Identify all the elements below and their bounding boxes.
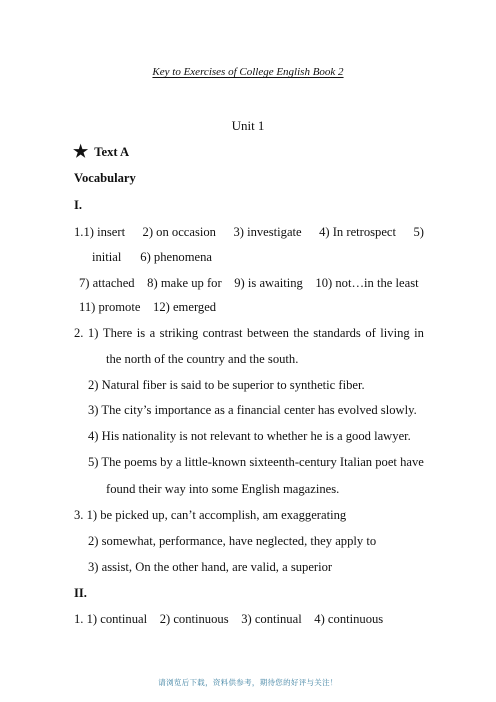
q1-item: 5): [413, 225, 424, 239]
q1-row-3: 7) attached 8) make up for 9) is awaiting 10) not…in the least: [79, 276, 419, 290]
q1-row-4: 11) promote 12) emerged: [79, 300, 217, 314]
q2-sentence-3: 3) The city’s importance as a financial center has evolved slowly.: [88, 403, 417, 417]
q2-sentence-5-continued: found their way into some English magazines.: [106, 482, 340, 496]
q2-word: the: [293, 326, 309, 340]
q2-word: in: [414, 326, 424, 340]
q1-row-2: initial 6) phenomena: [92, 250, 212, 264]
q1-item: 4) In retrospect: [319, 225, 397, 239]
q2-word: striking: [159, 326, 199, 340]
q2-word: living: [380, 326, 410, 340]
q2-word: 1): [87, 326, 99, 340]
document-header: Key to Exercises of College English Book 2: [152, 66, 344, 78]
section-label: Text A: [94, 145, 130, 159]
q1-row-1: [74, 224, 424, 240]
q3-sentence-1: 3. 1) be picked up, can’t accomplish, am exaggerating: [74, 508, 347, 522]
star-icon: ★: [73, 142, 89, 161]
q3-sentence-3: 3) assist, On the other hand, are valid, a superior: [88, 560, 333, 574]
q1-item: 2) on occasion: [142, 225, 216, 239]
q1-item: 3) investigate: [233, 225, 302, 239]
part-two-q1: 1. 1) continual 2) continuous 3) continual 4) continuous: [74, 612, 384, 626]
download-footer-note: 请浏览后下载，资料供参考，期待您的好评与关注！: [158, 678, 338, 687]
part-two-heading: II.: [74, 586, 87, 600]
q2-word: of: [365, 326, 376, 340]
part-one-heading: I.: [74, 198, 83, 212]
q2-word: a: [149, 326, 156, 340]
q3-sentence-2: 2) somewhat, performance, have neglected, they apply to: [88, 534, 377, 548]
q2-row-1-continued: the north of the country and the south.: [106, 352, 299, 366]
q2-sentence-5: 5) The poems by a little-known sixteenth-century Italian poet have: [88, 455, 424, 469]
unit-title: Unit 1: [231, 118, 265, 133]
q2-word: is: [136, 326, 146, 340]
q1-item: 1.1) insert: [74, 225, 126, 239]
q2-word: There: [102, 326, 133, 340]
q2-word: between: [246, 326, 289, 340]
q2-word: standards: [313, 326, 361, 340]
vocabulary-heading: Vocabulary: [74, 171, 136, 185]
section-heading: [73, 144, 129, 160]
q2-word: 2.: [74, 326, 84, 340]
q2-row-1: [74, 325, 424, 341]
q2-sentence-4: 4) His nationality is not relevant to whether he is a good lawyer.: [88, 429, 411, 443]
q2-word: contrast: [202, 326, 243, 340]
q2-sentence-2: 2) Natural fiber is said to be superior to synthetic fiber.: [88, 378, 365, 392]
